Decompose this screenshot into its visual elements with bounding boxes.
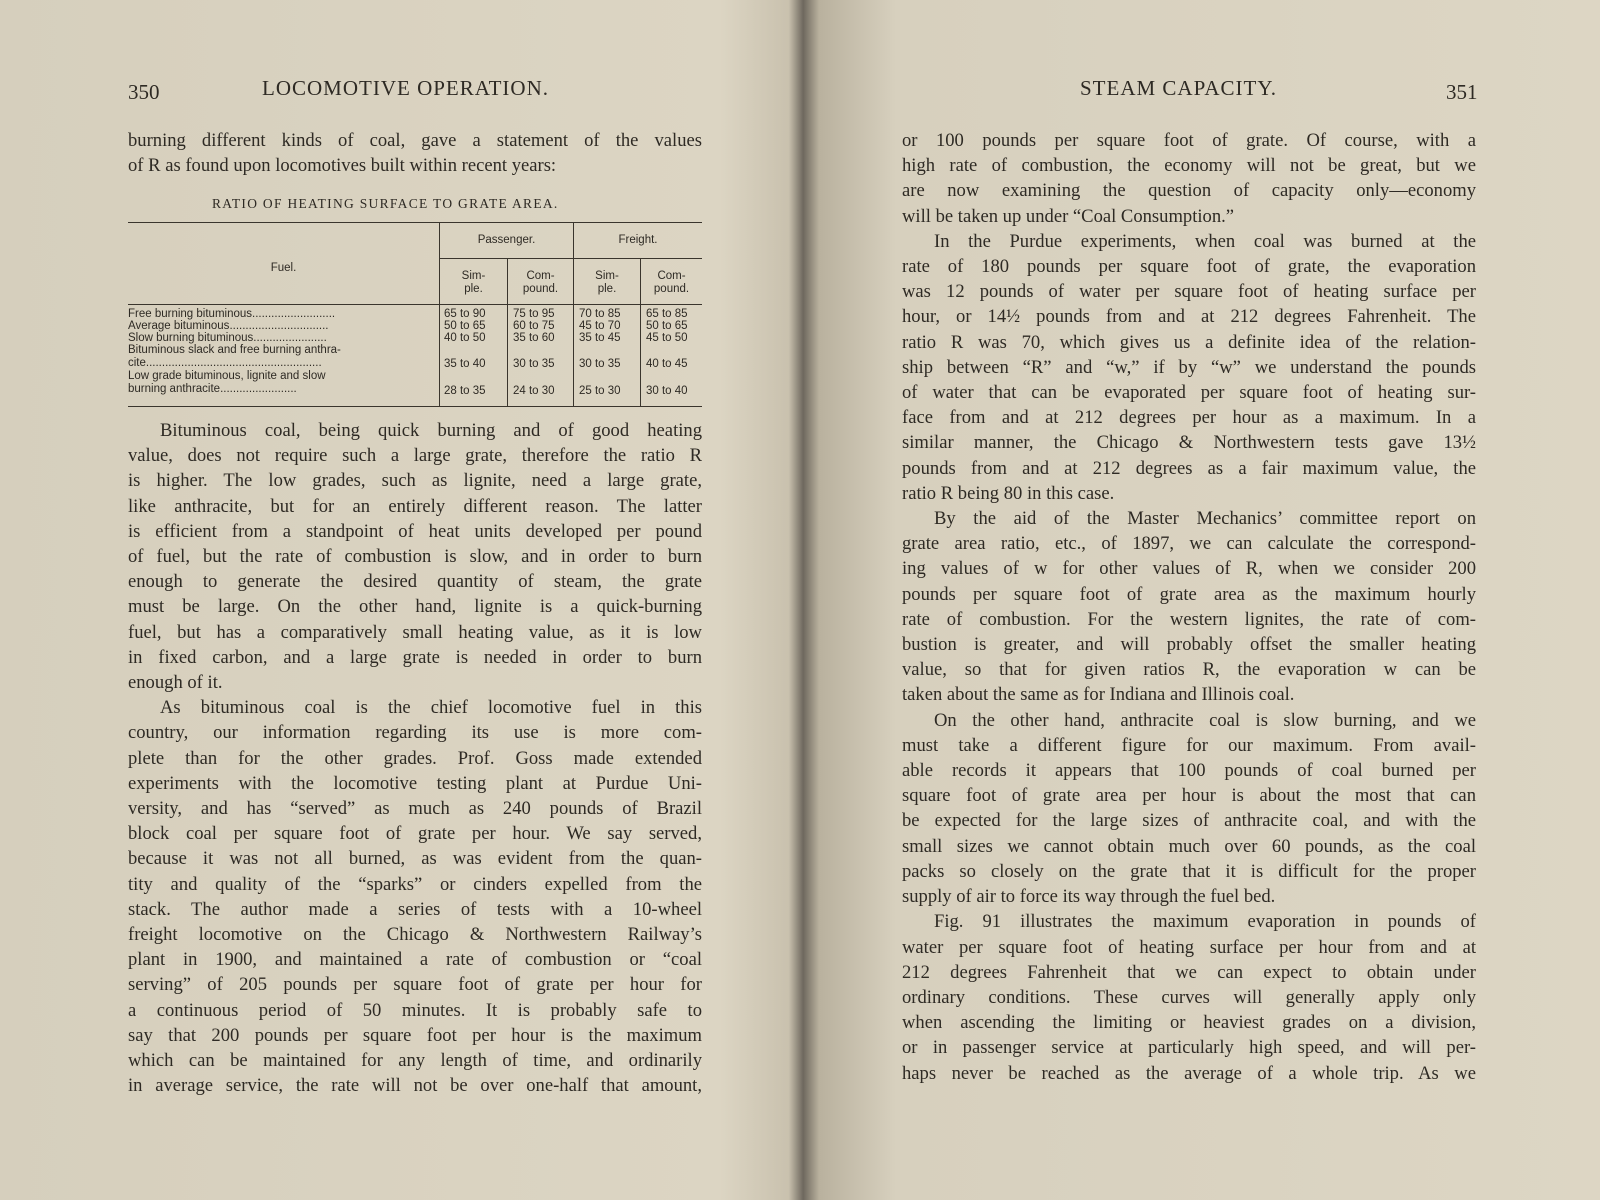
table-cell: 24 to 30 xyxy=(513,385,555,397)
text-line: packs so closely on the grate that it is difficult for the proper xyxy=(902,860,1476,882)
text-line: serving” of 205 pounds per square foot of grate per hour for xyxy=(128,974,702,996)
text-line: Bituminous coal, being quick burning and of good heating xyxy=(160,420,702,441)
text-line: water per square foot of heating surface per hour from and at xyxy=(902,936,1476,958)
page-number: 351 xyxy=(1446,80,1478,104)
table-cell: 65 to 90 xyxy=(444,308,486,320)
table-cell: 65 to 85 xyxy=(646,308,688,320)
col-divider xyxy=(573,222,574,406)
text-line: fuel, but has a comparatively small heating value, as it is low xyxy=(128,621,702,643)
text-line: block coal per square foot of grate per hour. We say served, xyxy=(128,823,702,845)
table-cell: 75 to 95 xyxy=(513,308,555,320)
table-group-rule xyxy=(440,258,702,259)
text-line: stack. The author made a series of tests with a 10-wheel xyxy=(128,898,702,920)
left-body-text xyxy=(128,418,702,1098)
text-line: experiments with the locomotive testing plant at Purdue Uni- xyxy=(128,772,702,794)
text-line: was 12 pounds of water per square foot of heating surface per xyxy=(902,281,1476,303)
table-cell: 28 to 35 xyxy=(444,385,486,397)
table-row-fuel: Low grade bituminous, lignite and slow burning anthracite........................ xyxy=(128,370,326,395)
text-line: ratio R was 70, which gives us a definite idea of the relation- xyxy=(902,331,1476,353)
text-line: enough of it. xyxy=(128,672,223,694)
right-page xyxy=(800,0,1600,1200)
text-line: By the aid of the Master Mechanics’ committee report on xyxy=(934,508,1476,530)
text-line: of fuel, but the rate of combustion is slow, and in order to burn xyxy=(128,546,702,568)
text-line: able records it appears that 100 pounds of coal burned per xyxy=(902,760,1476,782)
text-line: in average service, the rate will not be over one-half that amount, xyxy=(128,1075,702,1097)
table-cell: 30 to 35 xyxy=(579,358,621,370)
text-line: face from and at 212 degrees per hour as a maximum. In a xyxy=(902,407,1476,429)
table-row-fuel: Slow burning bituminous....................... xyxy=(128,332,327,344)
text-line: pounds from and at 212 degrees as a fair maximum value, the xyxy=(902,457,1476,479)
text-line: must take a different figure for our maximum. From avail- xyxy=(902,734,1476,756)
text-line: taken about the same as for Indiana and Illinois coal. xyxy=(902,684,1295,706)
text-line: freight locomotive on the Chicago & Northwestern Railway’s xyxy=(128,924,702,946)
text-line: plete than for the other grades. Prof. Goss made extended xyxy=(128,747,702,769)
text-line: be expected for the large sizes of anthracite coal, and with the xyxy=(902,810,1476,832)
table-cell: 25 to 30 xyxy=(579,385,621,397)
col-divider xyxy=(439,222,440,406)
text-line: similar manner, the Chicago & Northwestern tests gave 13½ xyxy=(902,432,1476,454)
text-line: ordinary conditions. These curves will generally apply only xyxy=(902,986,1476,1008)
table-cell: 70 to 85 xyxy=(579,308,621,320)
right-body-text xyxy=(902,128,1476,1086)
text-line: are now examining the question of capacity only—economy xyxy=(902,180,1476,202)
table-cell: 45 to 50 xyxy=(646,332,688,344)
text-line: of R as found upon locomotives built within recent years: xyxy=(128,155,557,177)
text-line: value, so that for given ratios R, the evaporation w can be xyxy=(902,659,1476,681)
page-number: 350 xyxy=(128,80,160,104)
text-line: or in passenger service at particularly high speed, and will per- xyxy=(902,1037,1476,1059)
text-line: or 100 pounds per square foot of grate. Of course, with a xyxy=(902,130,1476,151)
text-line: high rate of combustion, the economy will not be great, but we xyxy=(902,155,1476,177)
table-cell: 45 to 70 xyxy=(579,320,621,332)
text-line: On the other hand, anthracite coal is slow burning, and we xyxy=(934,709,1476,731)
text-line: hour, or 14½ pounds from and at 212 degrees Fahrenheit. The xyxy=(902,306,1476,328)
text-line: is efficient from a standpoint of heat units developed per pound xyxy=(128,520,702,542)
text-line: ship between “R” and “w,” if by “w” we understand the pounds xyxy=(902,356,1476,378)
text-line: when ascending the limiting or heaviest grades on a division, xyxy=(902,1012,1476,1034)
table-cell: 30 to 35 xyxy=(513,358,555,370)
text-line: which can be maintained for any length of time, and ordinarily xyxy=(128,1050,702,1072)
running-head: STEAM CAPACITY. xyxy=(1080,76,1278,100)
text-line: value, does not require such a large grate, therefore the ratio R xyxy=(128,445,702,467)
text-line: ing values of w for other values of R, when we consider 200 xyxy=(902,558,1476,580)
table-cell: 40 to 50 xyxy=(444,332,486,344)
table-header-rule xyxy=(128,304,702,305)
subheader-simple: Sim- ple. xyxy=(595,270,619,295)
text-line: in fixed carbon, and a large grate is needed in order to burn xyxy=(128,646,702,668)
table-caption: RATIO OF HEATING SURFACE TO GRATE AREA. xyxy=(212,196,559,211)
text-line: enough to generate the desired quantity of steam, the grate xyxy=(128,571,702,593)
text-line: must be large. On the other hand, lignite is a quick-burning xyxy=(128,596,702,618)
text-line: In the Purdue experiments, when coal was burned at the xyxy=(934,230,1476,252)
table-cell: 50 to 65 xyxy=(444,320,486,332)
text-line: burning different kinds of coal, gave a statement of the values xyxy=(128,130,702,151)
text-line: of water that can be evaporated per square foot of heating sur- xyxy=(902,382,1476,404)
text-line: grate area ratio, etc., of 1897, we can calculate the correspond- xyxy=(902,533,1476,555)
table-row-fuel: Average bituminous............................... xyxy=(128,320,329,332)
text-line: is higher. The low grades, such as lignite, need a large grate, xyxy=(128,470,702,492)
subheader-compound: Com- pound. xyxy=(522,270,559,295)
table-row-fuel: Bituminous slack and free burning anthra- cite....................................................... xyxy=(128,344,341,369)
text-line: Fig. 91 illustrates the maximum evaporation in pounds of xyxy=(934,911,1476,933)
text-line: ratio R being 80 in this case. xyxy=(902,482,1115,504)
col-header-freight: Freight. xyxy=(618,234,658,246)
table-cell: 35 to 60 xyxy=(513,332,555,344)
text-line: 212 degrees Fahrenheit that we can expect to obtain under xyxy=(902,961,1476,983)
text-line: rate of 180 pounds per square foot of grate, the evaporation xyxy=(902,256,1476,278)
text-line: pounds per square foot of grate area as the maximum hourly xyxy=(902,583,1476,605)
ratio-table xyxy=(128,222,702,408)
table-bottom-rule xyxy=(128,406,702,407)
text-line: haps never be reached as the average of a whole trip. As we xyxy=(902,1062,1476,1084)
text-line: like anthracite, but for an entirely different reason. The latter xyxy=(128,495,702,517)
text-line: square foot of grate area per hour is about the most that can xyxy=(902,785,1476,807)
text-line: tity and quality of the “sparks” or cinders expelled from the xyxy=(128,873,702,895)
text-line: will be taken up under “Coal Consumption.” xyxy=(902,205,1235,227)
col-header-passenger: Passenger. xyxy=(477,234,536,246)
text-line: small sizes we cannot obtain much over 60 pounds, as the coal xyxy=(902,835,1476,857)
text-line: a continuous period of 50 minutes. It is probably safe to xyxy=(128,999,702,1021)
table-cell: 35 to 45 xyxy=(579,332,621,344)
text-line: because it was not all burned, as was evident from the quan- xyxy=(128,848,702,870)
table-cell: 50 to 65 xyxy=(646,320,688,332)
text-line: say that 200 pounds per square foot per hour is the maximum xyxy=(128,1024,702,1046)
col-header-fuel: Fuel. xyxy=(270,262,297,274)
text-line: supply of air to force its way through the fuel bed. xyxy=(902,886,1276,908)
subheader-simple: Sim- ple. xyxy=(461,270,486,295)
table-row-fuel: Free burning bituminous.......................... xyxy=(128,308,336,320)
intro-paragraph xyxy=(128,128,702,178)
text-line: As bituminous coal is the chief locomotive fuel in this xyxy=(160,697,702,719)
text-line: plant in 1900, and maintained a rate of combustion or “coal xyxy=(128,949,702,971)
table-cell: 30 to 40 xyxy=(646,385,688,397)
table-top-rule xyxy=(128,222,702,223)
subheader-compound: Com- pound. xyxy=(653,270,690,295)
table-cell: 40 to 45 xyxy=(646,358,688,370)
text-line: versity, and has “served” as much as 240 pounds of Brazil xyxy=(128,798,702,820)
table-cell: 60 to 75 xyxy=(513,320,555,332)
running-head: LOCOMOTIVE OPERATION. xyxy=(262,76,549,100)
text-line: country, our information regarding its use is more com- xyxy=(128,722,702,744)
text-line: rate of combustion. For the western lignites, the rate of com- xyxy=(902,608,1476,630)
table-cell: 35 to 40 xyxy=(444,358,486,370)
text-line: bustion is greater, and will probably offset the smaller heating xyxy=(902,634,1476,656)
